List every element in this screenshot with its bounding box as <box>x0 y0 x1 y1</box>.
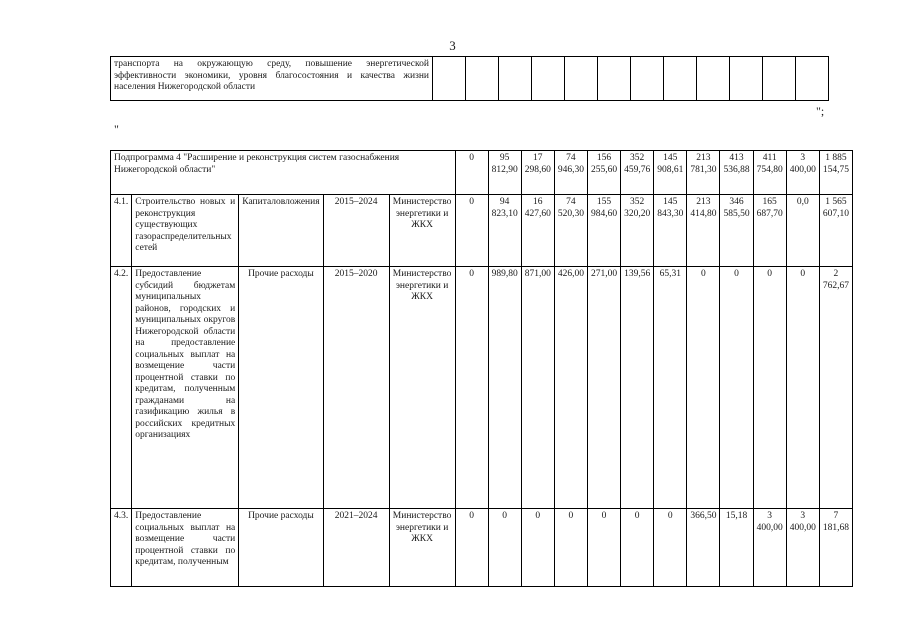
value-cell: 0 <box>554 509 587 587</box>
value-cell: 0 <box>720 267 753 509</box>
value-cell: 1 885 154,75 <box>819 151 852 195</box>
value-cell: 74 946,30 <box>554 151 587 195</box>
value-cell: 94 823,10 <box>488 195 521 267</box>
value-cell: 95 812,90 <box>488 151 521 195</box>
value-cell: 1 565 607,10 <box>819 195 852 267</box>
value-cell: 346 585,50 <box>720 195 753 267</box>
subprogram-title: Подпрограмма 4 "Расширение и реконструкция систем газоснабжения Нижегородской области" <box>111 151 456 195</box>
row-number: 4.3. <box>111 509 132 587</box>
empty-cell <box>697 57 730 101</box>
value-cell: 155 984,60 <box>587 195 620 267</box>
value-cell: 426,00 <box>554 267 587 509</box>
value-cell: 0 <box>587 509 620 587</box>
value-cell: 145 843,30 <box>654 195 687 267</box>
empty-cell <box>565 57 598 101</box>
empty-cell <box>763 57 796 101</box>
value-cell: 3 400,00 <box>786 151 819 195</box>
value-cell: 0 <box>654 509 687 587</box>
value-cell: 871,00 <box>521 267 554 509</box>
value-cell: 165 687,70 <box>753 195 786 267</box>
table-row <box>111 509 853 587</box>
value-cell: 2 762,67 <box>819 267 852 509</box>
empty-cell <box>631 57 664 101</box>
value-cell: 3 400,00 <box>753 509 786 587</box>
row-period: 2015–2024 <box>323 195 389 267</box>
opening-quote: " <box>114 122 119 136</box>
row-category: Капиталовложения <box>239 195 323 267</box>
row-period: 2021–2024 <box>323 509 389 587</box>
row-number: 4.1. <box>111 195 132 267</box>
value-cell: 0 <box>786 267 819 509</box>
value-cell: 0 <box>521 509 554 587</box>
empty-cell <box>598 57 631 101</box>
value-cell: 0 <box>753 267 786 509</box>
row-name: Предоставление социальных выплат на возмещение части процентной ставки по кредитам, полученным <box>132 509 239 587</box>
value-cell: 352 320,20 <box>621 195 654 267</box>
value-cell: 352 459,76 <box>621 151 654 195</box>
table-row <box>111 195 853 267</box>
value-cell: 0 <box>687 267 720 509</box>
value-cell: 15,18 <box>720 509 753 587</box>
table-row <box>111 267 853 509</box>
row-category: Прочие расходы <box>239 509 323 587</box>
value-cell: 213 781,30 <box>687 151 720 195</box>
value-cell: 989,80 <box>488 267 521 509</box>
value-cell: 17 298,60 <box>521 151 554 195</box>
value-cell: 7 181,68 <box>819 509 852 587</box>
value-cell: 3 400,00 <box>786 509 819 587</box>
value-cell: 156 255,60 <box>587 151 620 195</box>
row-category: Прочие расходы <box>239 267 323 509</box>
empty-cell <box>433 57 466 101</box>
value-cell: 0 <box>488 509 521 587</box>
subprogram-table <box>110 150 853 587</box>
value-cell: 411 754,80 <box>753 151 786 195</box>
subprogram-row <box>111 151 853 195</box>
empty-cell <box>499 57 532 101</box>
continuation-table <box>110 56 829 101</box>
row-period: 2015–2020 <box>323 267 389 509</box>
empty-cell <box>466 57 499 101</box>
value-cell: 16 427,60 <box>521 195 554 267</box>
value-cell: 145 908,61 <box>654 151 687 195</box>
empty-cell <box>532 57 565 101</box>
row-number: 4.2. <box>111 267 132 509</box>
value-cell: 139,56 <box>621 267 654 509</box>
value-cell: 65,31 <box>654 267 687 509</box>
continuation-text: транспорта на окружающую среду, повышение энергетической эффективности экономики, уровня благосостояния и качества жизни населения Нижегородской области <box>111 57 433 101</box>
value-cell: 0 <box>455 195 488 267</box>
value-cell: 413 536,88 <box>720 151 753 195</box>
empty-cell <box>796 57 829 101</box>
row-executor: Министерство энергетики и ЖКХ <box>389 267 455 509</box>
empty-cell <box>664 57 697 101</box>
empty-cell <box>730 57 763 101</box>
value-cell: 213 414,80 <box>687 195 720 267</box>
value-cell: 74 520,30 <box>554 195 587 267</box>
value-cell: 0 <box>455 151 488 195</box>
value-cell: 0 <box>455 509 488 587</box>
row-name: Предоставление субсидий бюджетам муниципальных районов, городских и муниципальных округов Нижегородской области на предоставление социальных выплат на возмещение части процентной ставки по кредитам, полученным гражданами на газификацию жилья в российских кредитных организациях <box>132 267 239 509</box>
page-number: 3 <box>449 38 456 53</box>
row-executor: Министерство энергетики и ЖКХ <box>389 195 455 267</box>
value-cell: 271,00 <box>587 267 620 509</box>
value-cell: 0 <box>621 509 654 587</box>
row-executor: Министерство энергетики и ЖКХ <box>389 509 455 587</box>
value-cell: 0,0 <box>786 195 819 267</box>
row-name: Строительство новых и реконструкция существующих газораспределительных сетей <box>132 195 239 267</box>
closing-quote: "; <box>816 104 825 118</box>
value-cell: 366,50 <box>687 509 720 587</box>
value-cell: 0 <box>455 267 488 509</box>
